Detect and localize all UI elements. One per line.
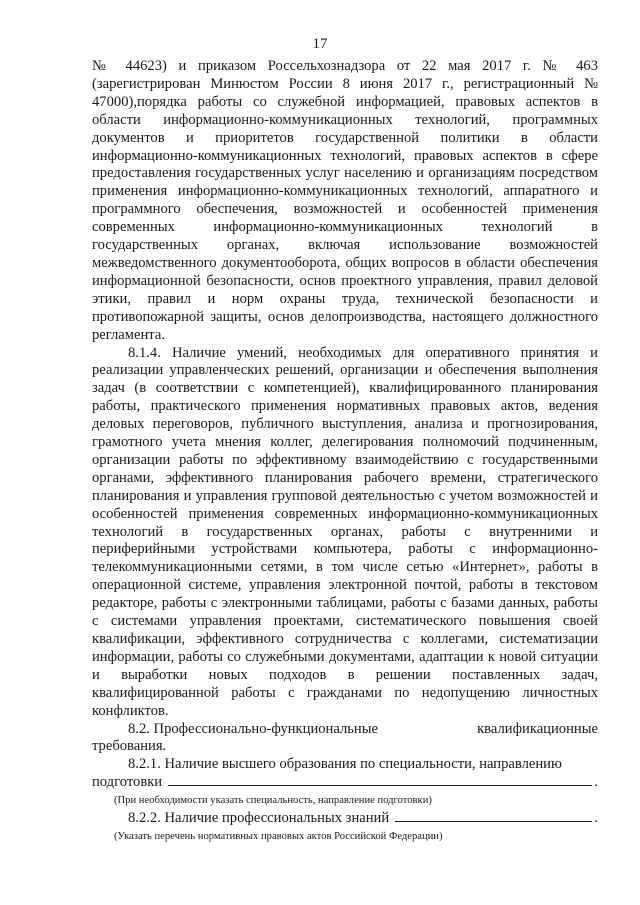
paragraph-legal-knowledge: № 44623) и приказом Россельхознадзора от 22 мая 2017 г. № 463 (зарегистрирован Минюстом России 8 июня 2017 г., регистрационный № 47000),порядка работы со служебной информацией, правовых аспектов в области информационно-коммуникационных технологий, программных документов и приоритетов государственной политики в области информационно-коммуникационных технологий, правовых аспектов в сфере предоставления государственных услуг населению и организациям посредством применения информационно-коммуникационных технологий, аппаратного и программного обеспечения, возможностей и особенностей применения современных информационно-коммуникационных технологий в государственных органах, включая использование возможностей межведомственного документооборота, общих вопросов в области обеспечения информационной безопасности, основ проектного управления, правил деловой этики, правил и норм охраны труда, технической безопасности и противопожарной защиты, основ делопроизводства, настоящего должностного регламента. (92, 58, 598, 343)
paragraph-8-2-2-text: 8.2.2. Наличие профессиональных знаний (128, 810, 390, 827)
specialty-footnote: (При необходимости указать специальность, направление подготовки) (114, 795, 432, 807)
paragraph-8-2-2-end: . (594, 810, 598, 827)
page-number: 17 (312, 36, 328, 52)
paragraph-8-2-1-fill (92, 774, 598, 792)
section-8-2-title-part1: 8.2. Профессионально-функциональные (128, 720, 379, 737)
paragraph-8-1-4-skills: 8.1.4. Наличие умений, необходимых для оперативного принятия и реализации управленческих решений, организации и обеспечения выполнения задач (в соответствии с компетенцией), квалифицированного планирования работы, практического применения нормативных правовых актов, ведения деловых переговоров, публичного выступления, анализа и прогнозирования, грамотного учета мнения коллег, делегирования полномочий подчиненным, организации работы по эффективному взаимодействию с государственными органами, эффективного планирования рабочего времени, стратегического планирования и управления групповой деятельностью с учетом возможностей и особенностей применения современных информационно-коммуникационных технологий в государственных органах, работы с внутренними и периферийными устройствами компьютера, работы с информационно-телекоммуникационными сетями, в том числе сетью «Интернет», работы в операционной системе, управления электронной почтой, работы в текстовом редакторе, работы с электронными таблицами, работы с базами данных, работы с системами управления проектами, систематического повышения своей квалификации, эффективного сотрудничества с коллегами, систематизации информации, работы со служебными документами, адаптации к новой ситуации и выработки новых подходов в решении поставленных задач, квалифицированной работы с гражданами по недопущению личностных конфликтов. (92, 344, 598, 719)
paragraph-8-2-1-end: . (594, 774, 598, 791)
section-8-2-title-part2: квалификационные (477, 720, 598, 737)
paragraph-8-2-2-fill (92, 810, 598, 828)
specialty-blank-line (168, 784, 592, 786)
section-8-2-title-part3: требования. (92, 738, 167, 755)
paragraph-8-2-1-line1: 8.2.1. Наличие высшего образования по специальности, направлению (128, 756, 562, 773)
knowledge-footnote: (Указать перечень нормативных правовых актов Российской Федерации) (114, 831, 443, 843)
paragraph-8-2-heading-line (92, 721, 598, 739)
document-body (92, 58, 598, 846)
knowledge-blank-line (395, 820, 592, 822)
paragraph-8-2-1-line2: подготовки (92, 774, 163, 791)
